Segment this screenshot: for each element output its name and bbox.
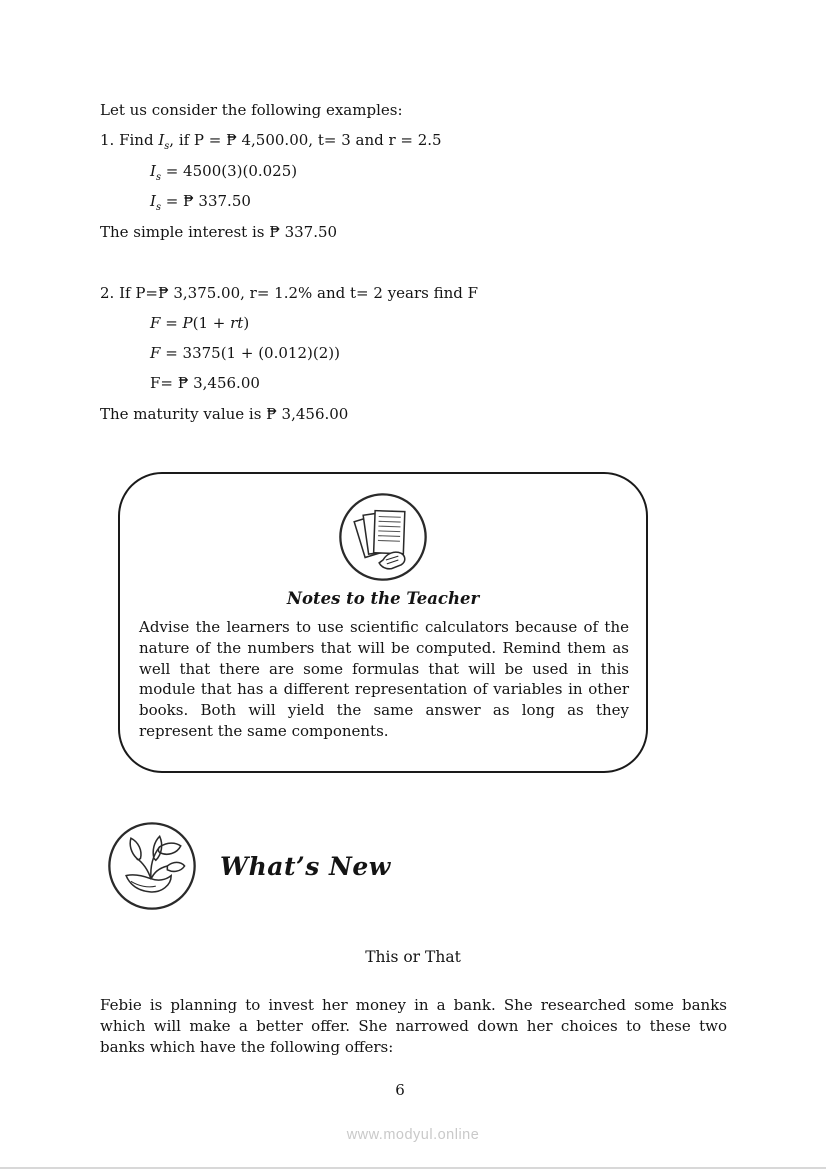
notes-to-teacher-box <box>118 472 648 773</box>
math-var-P: P <box>182 314 193 332</box>
whats-new-heading: What’s New <box>220 851 391 881</box>
example-2-step-2 <box>150 343 340 364</box>
math-var-F: F <box>150 344 161 362</box>
math-sub-s: s <box>155 202 161 213</box>
math-equals: = <box>160 314 183 332</box>
example-2-result: The maturity value is ₱ 3,456.00 <box>100 405 349 423</box>
example-1-step-2 <box>150 191 251 218</box>
page-number: 6 <box>395 1081 405 1099</box>
math-var-I: I <box>150 162 156 180</box>
example-1-result: The simple interest is ₱ 337.50 <box>100 223 338 241</box>
math-expression: = 3375(1 + (0.012)(2)) <box>160 344 340 362</box>
example-2-heading: 2. If P=₱ 3,375.00, r= 1.2% and t= 2 years find F <box>100 284 479 302</box>
notes-body-text: Advise the learners to use scientific calculators because of the nature of the numbers that will be computed. Remind them as well that there are some formulas that will be used in this module that has a different representation of variables in other books. Both will yield the same answer as long as they represent the same components. <box>139 618 629 740</box>
example-1-step-1 <box>150 161 297 188</box>
math-expression: = 4500(3)(0.025) <box>160 162 298 180</box>
example-2-step-3: F= ₱ 3,456.00 <box>150 374 260 392</box>
math-sub-s: s <box>164 141 170 152</box>
math-var-rt: rt <box>230 314 244 332</box>
activity-paragraph: Febie is planning to invest her money in a bank. She researched some banks which will make a better offer. She narrowed down her choices to these two banks which have the following offers: <box>100 996 727 1056</box>
whats-new-section <box>106 820 391 912</box>
example-1-tail: , if P = ₱ 4,500.00, t= 3 and r = 2.5 <box>169 131 442 149</box>
math-var-F: F <box>150 314 161 332</box>
intro-text: Let us consider the following examples: <box>100 101 403 119</box>
math-var-I: I <box>150 192 156 210</box>
example-1-lead: 1. Find <box>100 131 159 149</box>
watermark-text: www.modyul.online <box>346 1127 480 1143</box>
hand-holding-plant-icon <box>106 820 198 912</box>
math-expression: = ₱ 337.50 <box>160 192 251 210</box>
math-sub-s: s <box>155 172 161 183</box>
notes-title: Notes to the Teacher <box>286 589 480 608</box>
papers-in-hand-icon <box>337 491 429 583</box>
example-1-heading <box>100 130 442 157</box>
activity-title: This or That <box>365 948 461 966</box>
math-close: ) <box>243 314 250 332</box>
example-2-step-1 <box>150 313 249 334</box>
math-var-I: I <box>158 131 165 149</box>
math-open: (1 + <box>192 314 231 332</box>
